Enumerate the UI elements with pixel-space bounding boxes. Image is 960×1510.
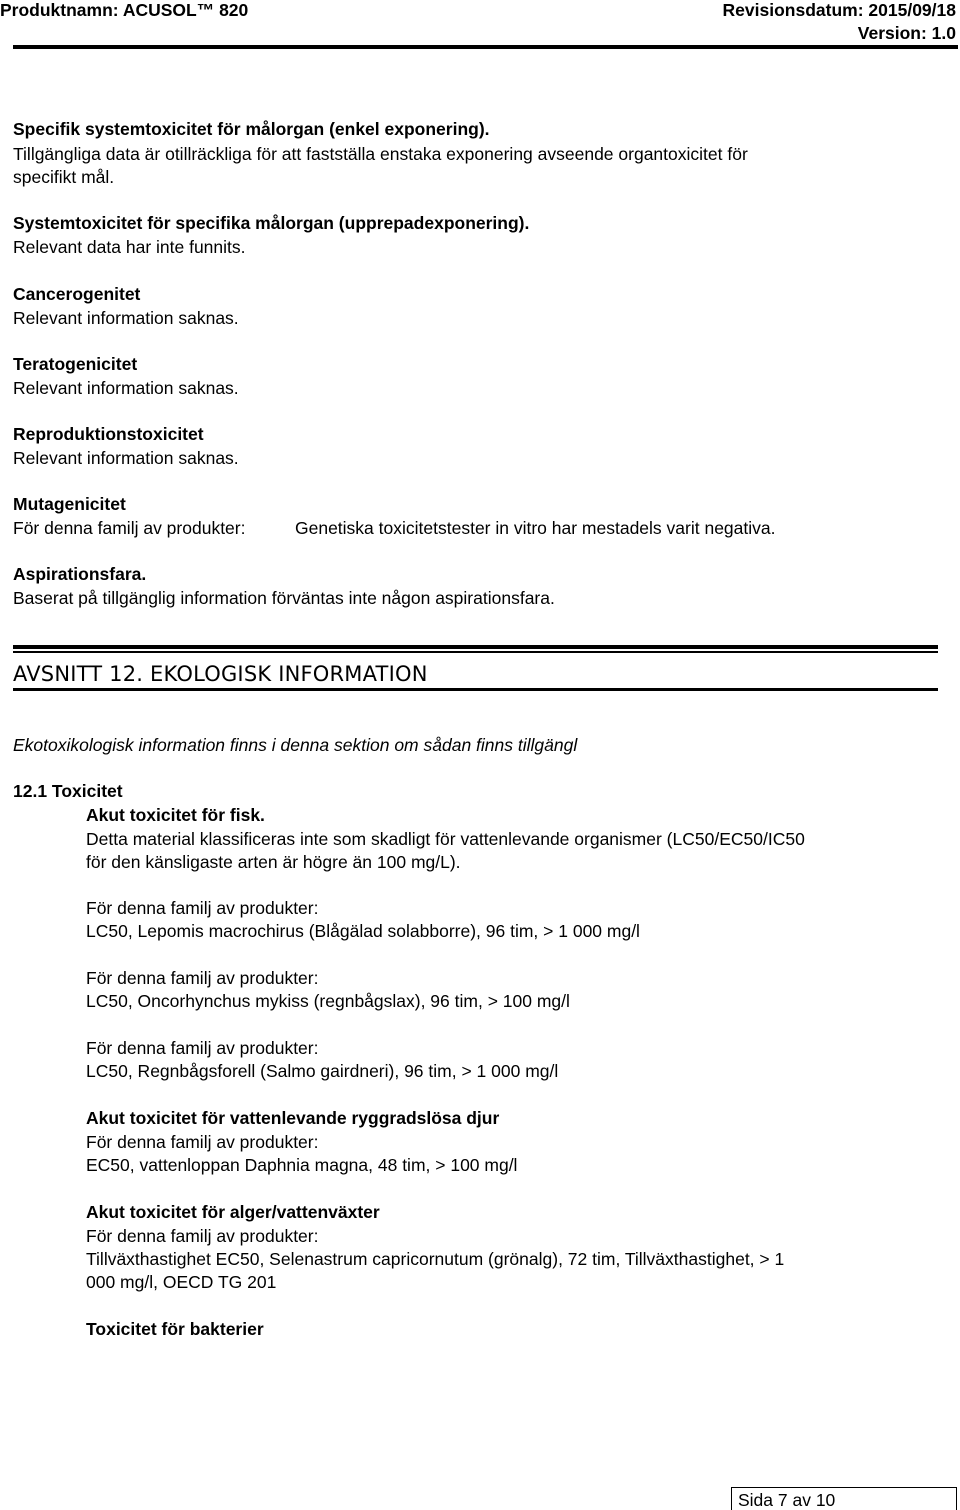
bacteria-heading: Toxicitet för bakterier — [86, 1319, 264, 1339]
mutagenicity-heading: Mutagenicitet — [13, 494, 126, 514]
stot-single-heading: Specifik systemtoxicitet för målorgan (enkel exponering). — [13, 119, 490, 139]
version-label: Version: 1.0 — [857, 23, 956, 43]
stot-single-line1: Tillgängliga data är otillräckliga för att fastställa enstaka exponering avseende organtoxicitet för — [13, 144, 748, 164]
fish-line2: för den känsligaste arten är högre än 100 mg/L). — [86, 852, 461, 872]
section-12-title: AVSNITT 12. EKOLOGISK INFORMATION — [13, 662, 428, 686]
fish-entry-prefix: För denna familj av produkter: — [86, 898, 319, 918]
fish-entry-value: LC50, Oncorhynchus mykiss (regnbågslax), 96 tim, > 100 mg/l — [86, 991, 570, 1011]
algae-line2: 000 mg/l, OECD TG 201 — [86, 1272, 277, 1292]
aspiration-heading: Aspirationsfara. — [13, 564, 147, 584]
fish-entry-value: LC50, Regnbågsforell (Salmo gairdneri), 96 tim, > 1 000 mg/l — [86, 1061, 559, 1081]
fish-entry-value: LC50, Lepomis macrochirus (Blågälad solabborre), 96 tim, > 1 000 mg/l — [86, 921, 640, 941]
reproductive-heading: Reproduktionstoxicitet — [13, 424, 204, 444]
algae-line1: Tillväxthastighet EC50, Selenastrum capricornutum (grönalg), 72 tim, Tillväxthastighet, > 1 — [86, 1249, 785, 1269]
toxicity-subheading: 12.1 Toxicitet — [13, 781, 123, 801]
invertebrates-value: EC50, vattenloppan Daphnia magna, 48 tim, > 100 mg/l — [86, 1155, 518, 1175]
header-rule — [13, 45, 958, 49]
fish-heading: Akut toxicitet för fisk. — [86, 805, 265, 825]
section-rule-top-thin — [13, 651, 938, 653]
mutagenicity-text: Genetiska toxicitetstester in vitro har mestadels varit negativa. — [295, 518, 776, 538]
algae-prefix: För denna familj av produkter: — [86, 1226, 319, 1246]
invertebrates-prefix: För denna familj av produkter: — [86, 1132, 319, 1152]
page-number: Sida 7 av 10 — [738, 1490, 836, 1510]
mutagenicity-prefix: För denna familj av produkter: — [13, 518, 246, 538]
revision-date: Revisionsdatum: 2015/09/18 — [722, 0, 956, 20]
carcinogenicity-text: Relevant information saknas. — [13, 308, 239, 328]
stot-repeated-heading: Systemtoxicitet för specifika målorgan (upprepadexponering). — [13, 213, 530, 233]
algae-heading: Akut toxicitet för alger/vattenväxter — [86, 1202, 380, 1222]
reproductive-text: Relevant information saknas. — [13, 448, 239, 468]
fish-line1: Detta material klassificeras inte som skadligt för vattenlevande organismer (LC50/EC50/IC50 — [86, 829, 805, 849]
product-name: Produktnamn: ACUSOL™ 820 — [0, 0, 249, 20]
teratogenicity-text: Relevant information saknas. — [13, 378, 239, 398]
carcinogenicity-heading: Cancerogenitet — [13, 284, 141, 304]
invertebrates-heading: Akut toxicitet för vattenlevande ryggradslösa djur — [86, 1108, 500, 1128]
stot-single-line2: specifikt mål. — [13, 167, 115, 187]
teratogenicity-heading: Teratogenicitet — [13, 354, 138, 374]
section-rule-bottom — [13, 688, 938, 691]
fish-entry-prefix: För denna familj av produkter: — [86, 1038, 319, 1058]
stot-repeated-text: Relevant data har inte funnits. — [13, 237, 246, 257]
section-12-intro: Ekotoxikologisk information finns i denna sektion om sådan finns tillgängl — [13, 735, 578, 755]
section-rule-top — [13, 645, 938, 649]
fish-entry-prefix: För denna familj av produkter: — [86, 968, 319, 988]
aspiration-text: Baserat på tillgänglig information förväntas inte någon aspirationsfara. — [13, 588, 555, 608]
